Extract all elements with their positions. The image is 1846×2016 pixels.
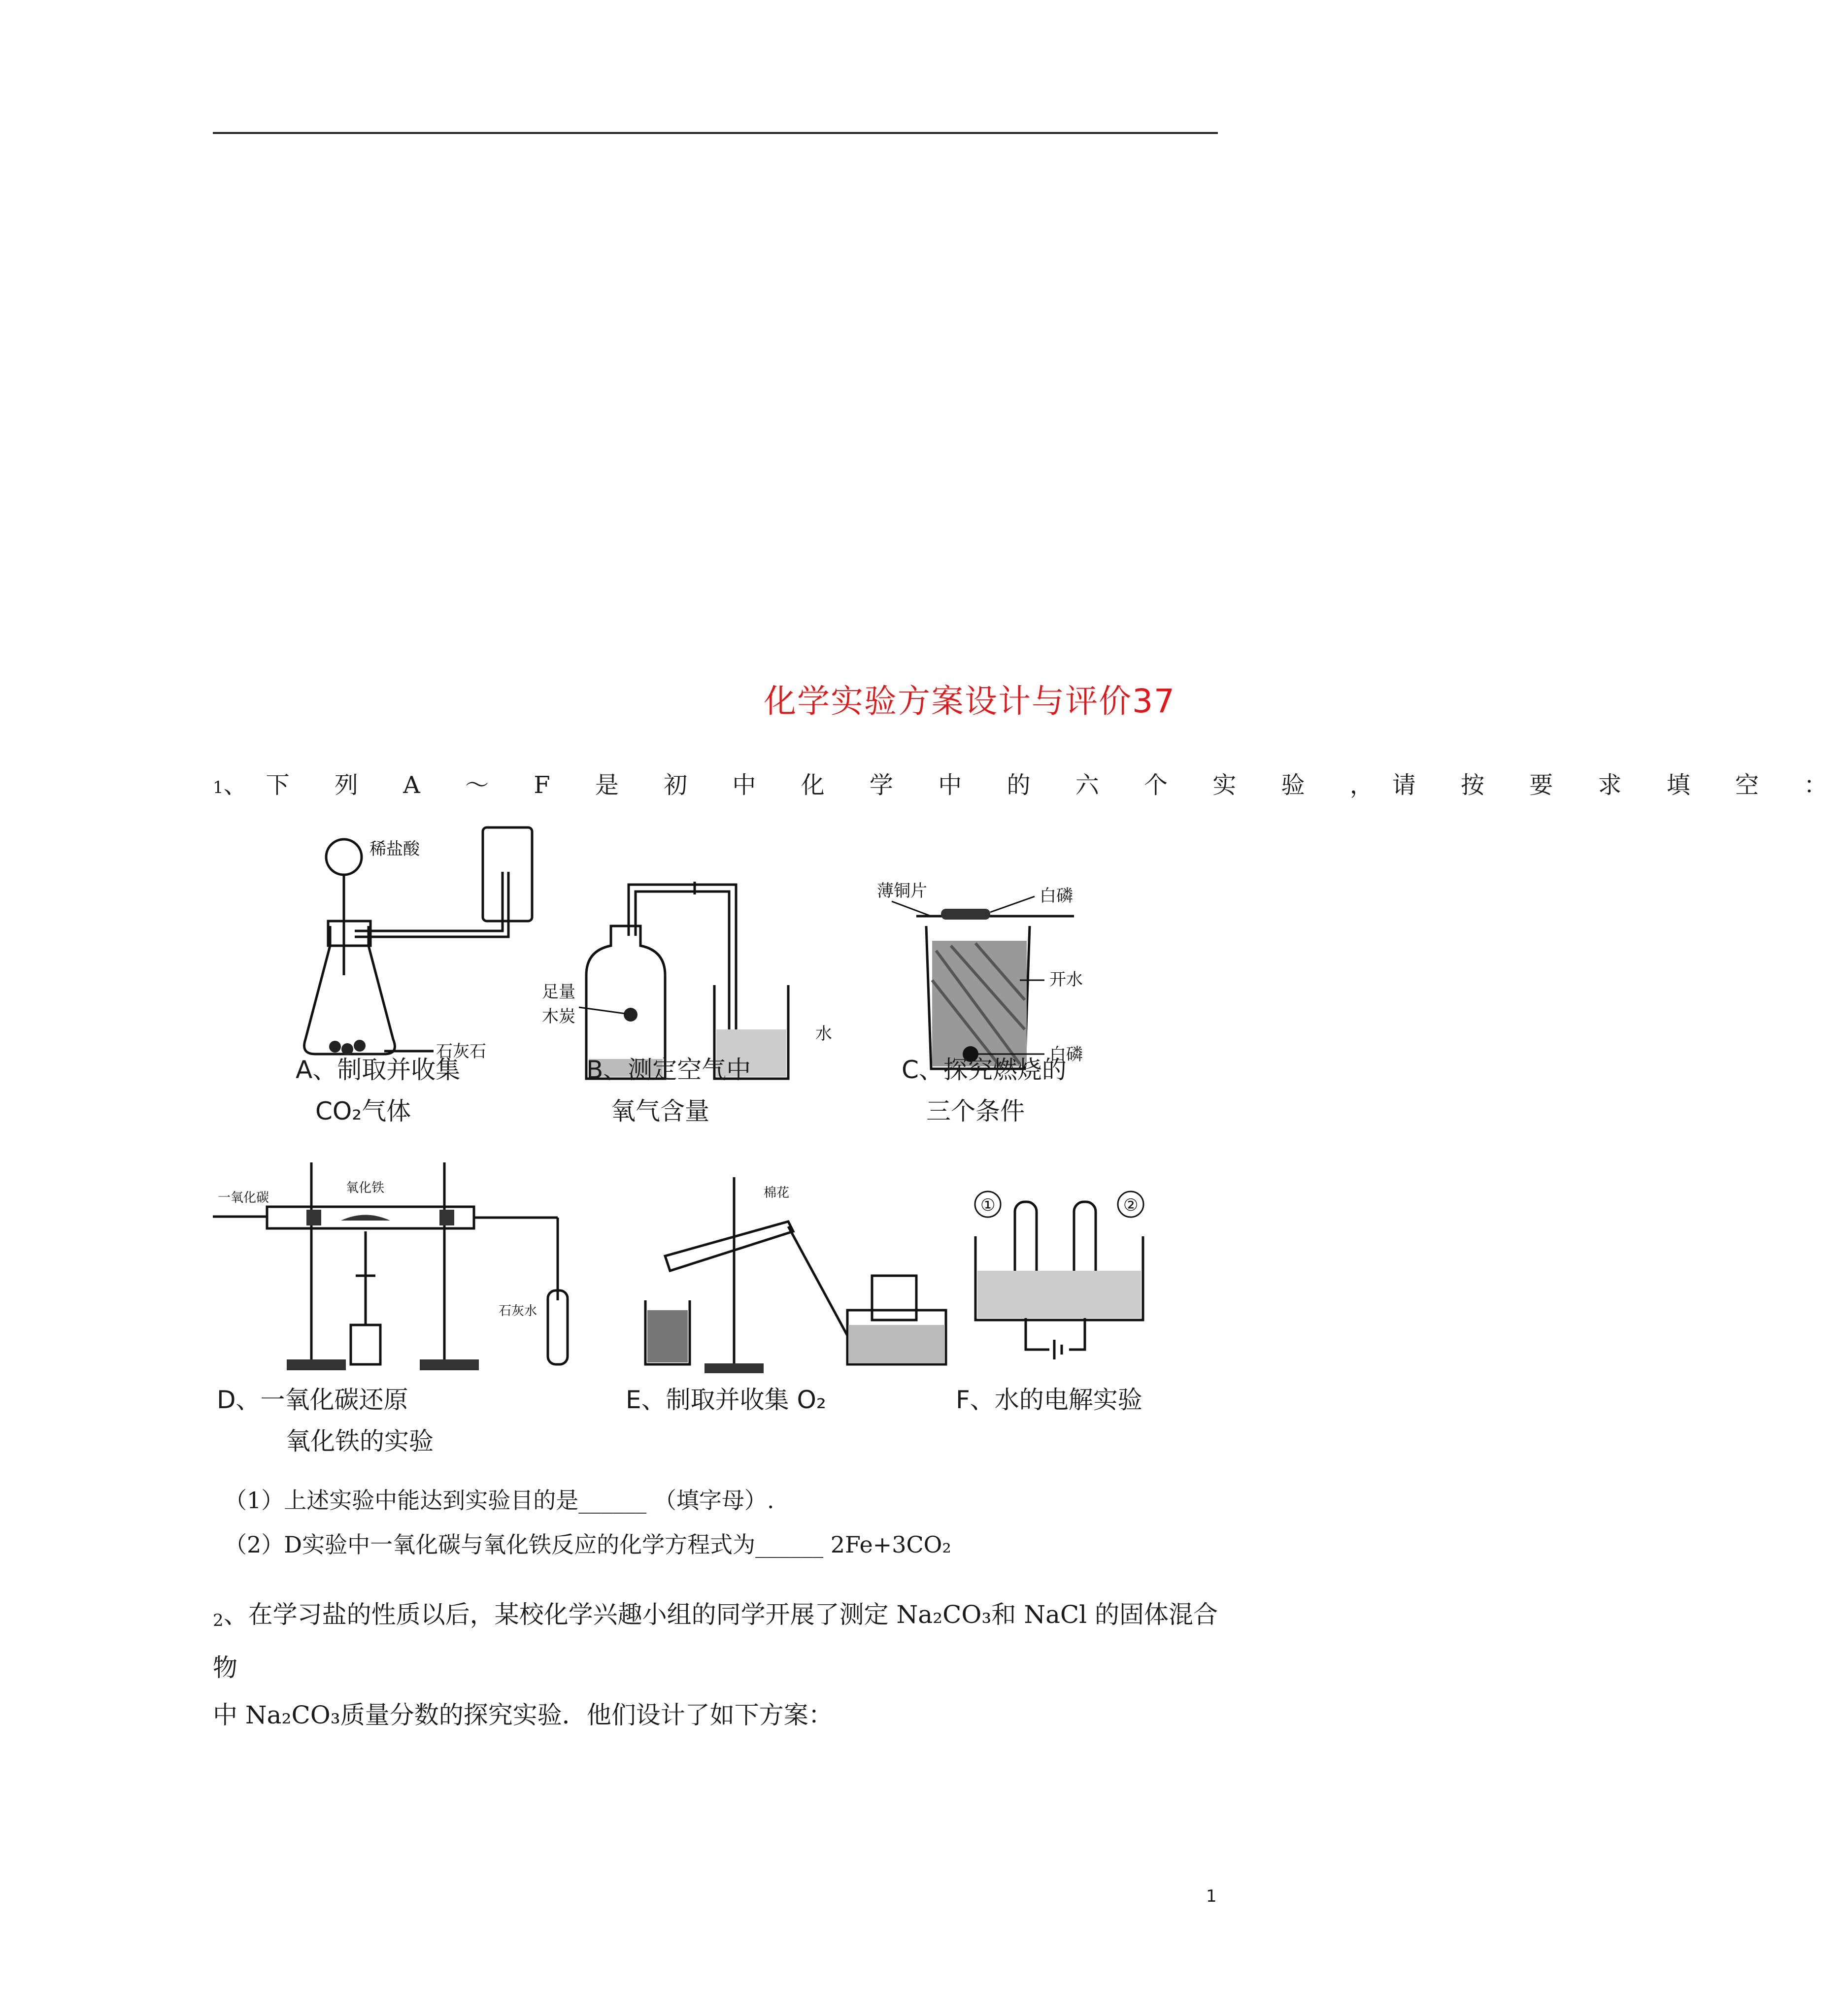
caption-f-line1: F、水的电解实验 bbox=[956, 1386, 1142, 1414]
question-1-number: 1 bbox=[213, 778, 224, 797]
diagram-e-oxygen-prep bbox=[636, 1177, 951, 1374]
question-1-text-end: 请 按 要 求 填 空 ： bbox=[1392, 771, 1846, 799]
caption-c-line1: C、探究燃烧的 bbox=[902, 1056, 1067, 1084]
question-2 bbox=[213, 1591, 1223, 1739]
svg-text:薄铜片: 薄铜片 bbox=[877, 881, 927, 901]
svg-text:棉花: 棉花 bbox=[764, 1186, 790, 1200]
caption-f bbox=[956, 1379, 1142, 1421]
svg-text:氧化铁: 氧化铁 bbox=[346, 1181, 385, 1195]
caption-d bbox=[217, 1379, 434, 1462]
caption-b bbox=[586, 1049, 751, 1132]
svg-text:白磷: 白磷 bbox=[1040, 886, 1073, 906]
question-2-text-2: 中 Na₂CO₃质量分数的探究实验．他们设计了如下方案： bbox=[213, 1701, 833, 1729]
question-1-sub-2: （2）D实验中一氧化碳与氧化铁反应的化学方程式为______ 2Fe+3CO₂ bbox=[224, 1531, 951, 1558]
caption-c bbox=[902, 1049, 1067, 1132]
caption-e-line1: E、制取并收集 O₂ bbox=[626, 1386, 826, 1414]
caption-c-line2: 三个条件 bbox=[926, 1097, 1025, 1125]
caption-a bbox=[296, 1049, 460, 1132]
svg-text:一氧化碳: 一氧化碳 bbox=[218, 1190, 269, 1205]
caption-b-line1: B、测定空气中 bbox=[586, 1056, 751, 1084]
svg-text:①: ① bbox=[980, 1195, 996, 1215]
svg-text:石灰水: 石灰水 bbox=[499, 1304, 537, 1319]
page-number: 1 bbox=[1206, 1886, 1217, 1906]
svg-text:开水: 开水 bbox=[1049, 970, 1083, 990]
header-rule bbox=[213, 132, 1218, 134]
caption-d-line1: D、一氧化碳还原 bbox=[217, 1386, 408, 1414]
diagram-d-co-reduction bbox=[213, 1162, 597, 1394]
caption-d-line2: 氧化铁的实验 bbox=[286, 1427, 434, 1455]
caption-e bbox=[626, 1379, 826, 1421]
svg-text:石灰石: 石灰石 bbox=[436, 1042, 486, 1061]
svg-text:水: 水 bbox=[815, 1024, 832, 1044]
diagram-f-electrolysis bbox=[961, 1182, 1158, 1379]
question-1-sub-1: （1）上述实验中能达到实验目的是______ （填字母）. bbox=[224, 1487, 774, 1514]
question-1-stem bbox=[213, 766, 1846, 800]
svg-text:②: ② bbox=[1123, 1195, 1139, 1215]
question-2-number: 2 bbox=[213, 1611, 224, 1630]
caption-a-line2: CO₂气体 bbox=[315, 1097, 411, 1125]
svg-text:足量: 足量 bbox=[542, 982, 575, 1002]
caption-b-line2: 氧气含量 bbox=[611, 1097, 709, 1125]
svg-text:白磷: 白磷 bbox=[1049, 1045, 1083, 1064]
question-1-text: 、下 列 A ～ F 是 初 中 化 学 中 的 六 个 实 验 ， bbox=[223, 771, 1392, 799]
svg-text:稀盐酸: 稀盐酸 bbox=[369, 839, 420, 859]
question-2-line1 bbox=[213, 1591, 1223, 1691]
svg-text:木炭: 木炭 bbox=[542, 1007, 575, 1026]
caption-a-line1: A、制取并收集 bbox=[296, 1056, 461, 1084]
question-2-text-1: 、在学习盐的性质以后，某校化学兴趣小组的同学开展了测定 Na₂CO₃和 NaCl 的固体混合物 bbox=[213, 1600, 1218, 1682]
document-title: 化学实验方案设计与评价37 bbox=[764, 682, 1175, 720]
